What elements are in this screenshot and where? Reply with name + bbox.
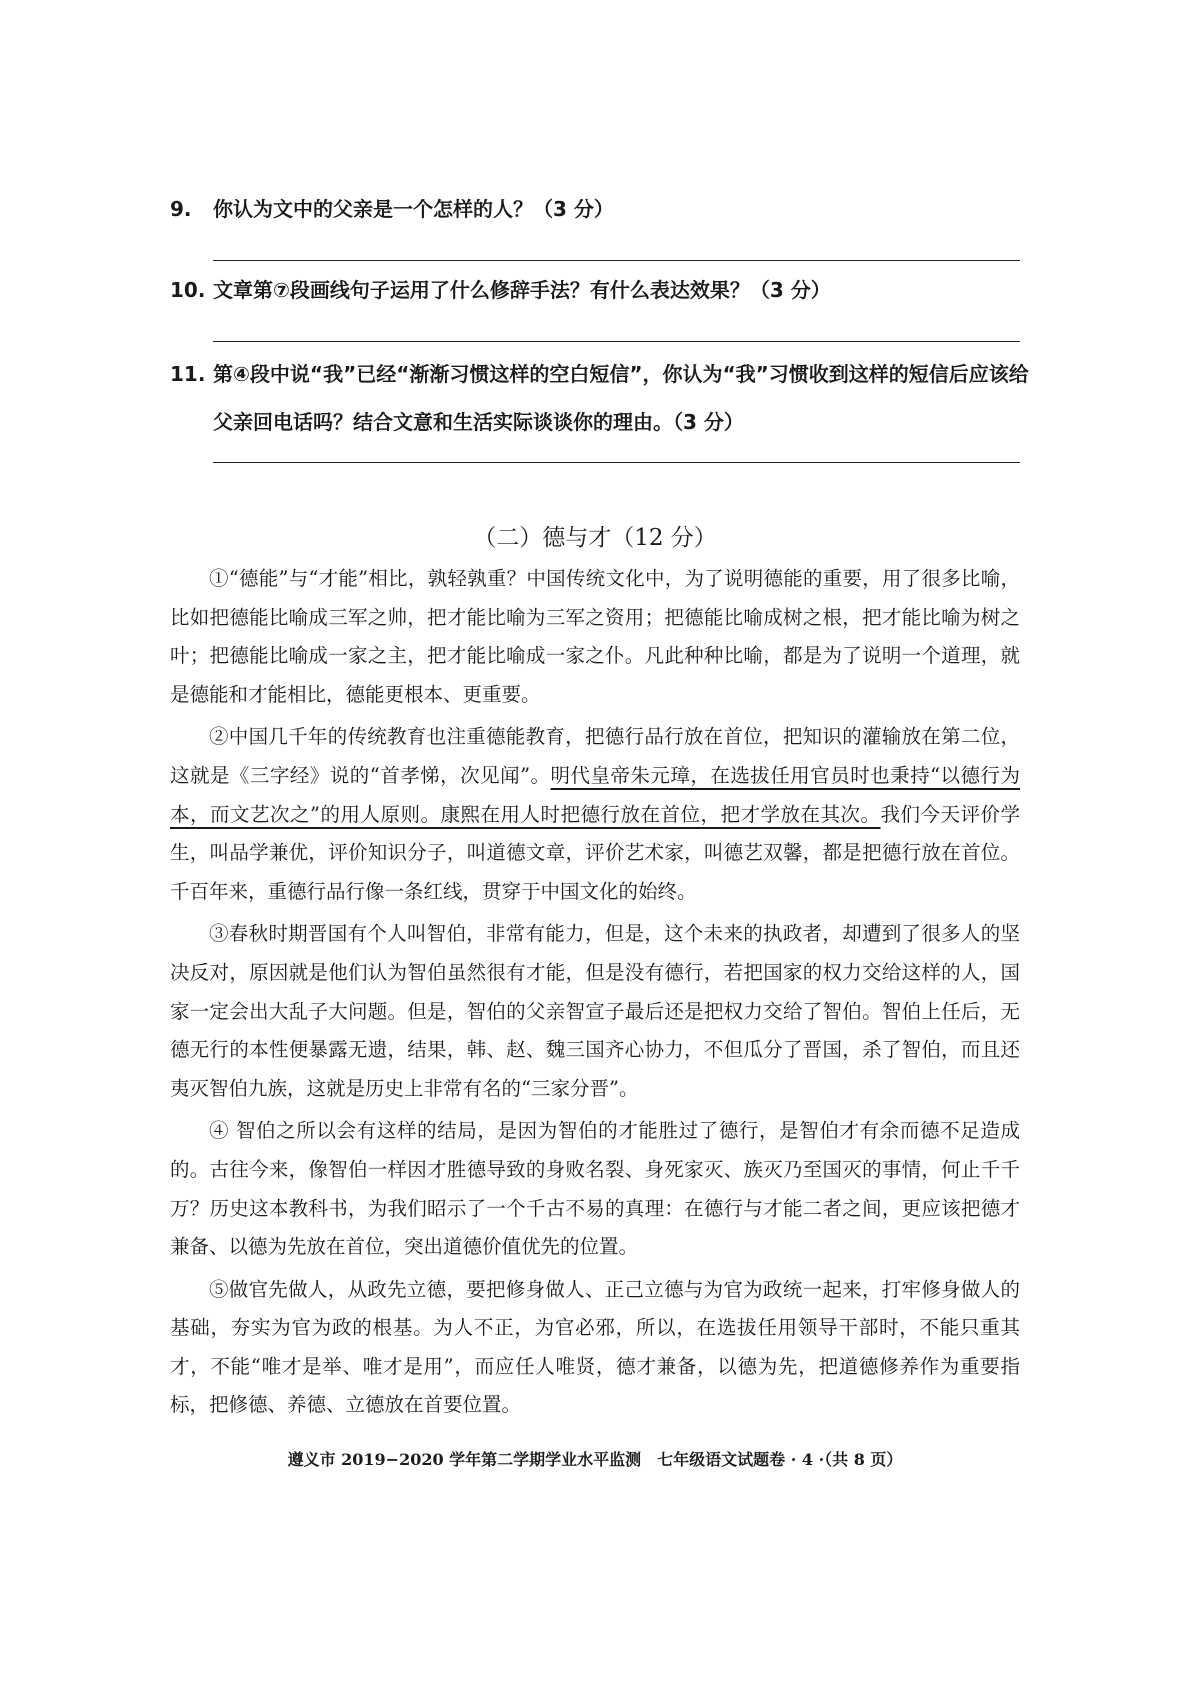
reading-passage	[170, 560, 1020, 1425]
paragraph-2	[170, 718, 1020, 911]
paragraph-2-tail: 我们今天评价学生，叫品学兼优，评价知识分子，叫道德文章，评价艺术家，叫德艺双馨，都是把德行放在首位。千百年来，重德行品行像一条红线，贯穿于中国文化的始终。	[170, 802, 1020, 903]
question-11	[170, 350, 1030, 446]
answer-line-10[interactable]	[213, 341, 1020, 342]
question-number: 10.	[170, 278, 206, 302]
section-title: （二）德与才（12 分）	[473, 525, 717, 551]
answer-line-11[interactable]	[213, 462, 1020, 463]
question-number: 11.	[170, 362, 206, 386]
question-text: 第④段中说“我”已经“渐渐习惯这样的空白短信”，你认为“我”习惯收到这样的短信后应该给父亲回电话吗？结合文意和生活实际谈谈你的理由。（3 分）	[213, 362, 1029, 434]
page-footer: 遵义市 2019−2020 学年第二学期学业水平监测 七年级语文试题卷 · 4 ·（共 8 页）	[287, 1450, 903, 1469]
question-10	[170, 266, 1030, 314]
paragraph-4: ④ 智伯之所以会有这样的结局，是因为智伯的才能胜过了德行，是智伯才有余而德不足造成的。古往今来，像智伯一样因才胜德导致的身败名裂、身死家灭、族灭乃至国灭的事情，何止千千万？历史这本教科书，为我们昭示了一个千古不易的真理：在德行与才能二者之间，更应该把德才兼备、以德为先放在首位，突出道德价值优先的位置。	[170, 1119, 1020, 1259]
question-text: 文章第⑦段画线句子运用了什么修辞手法？有什么表达效果？（3 分）	[213, 278, 831, 302]
paragraph-5: ⑤做官先做人，从政先立德，要把修身做人、正己立德与为官为政统一起来，打牢修身做人的基础，夯实为官为政的根基。为人不正，为官必邪，所以，在选拔任用领导干部时，不能只重其才，不能“唯才是举、唯才是用”，而应任人唯贤，德才兼备，以德为先，把道德修养作为重要指标，把修德、养德、立德放在首要位置。	[170, 1277, 1020, 1417]
question-text: 你认为文中的父亲是一个怎样的人？（3 分）	[213, 197, 614, 221]
paragraph-1: ①“德能”与“才能”相比，孰轻孰重？中国传统文化中，为了说明德能的重要，用了很多比喻，比如把德能比喻成三军之帅，把才能比喻为三军之资用；把德能比喻成树之根，把才能比喻为树之叶；把德能比喻成一家之主，把才能比喻成一家之仆。凡此种种比喻，都是为了说明一个道理，就是德能和才能相比，德能更根本、更重要。	[170, 567, 1020, 706]
answer-line-9[interactable]	[213, 260, 1020, 261]
paragraph-3: ③春秋时期晋国有个人叫智伯，非常有能力，但是，这个未来的执政者，却遭到了很多人的坚决反对，原因就是他们认为智伯虽然很有才能，但是没有德行，若把国家的权力交给这样的人，国家一定会出大乱子大问题。但是，智伯的父亲智宣子最后还是把权力交给了智伯。智伯上任后，无德无行的本性便暴露无遗，结果，韩、赵、魏三国齐心协力，不但瓜分了晋国，杀了智伯，而且还夷灭智伯九族，这就是历史上非常有名的“三家分晋”。	[170, 922, 1020, 1100]
underlined-sentence: 明代皇帝朱元璋，在选拔任用官员时也秉持“以德行为本，而文艺次之”的用人原则。康熙在用人时把德行放在首位，把才学放在其次。	[170, 763, 1020, 826]
paragraph-2-lead: ②中国几千年的传统教育也注重德能教育，把德行品行放在首位，把知识的灌输放在第二位，这就是《三字经》说的“首孝悌，次见闻”。	[170, 725, 1020, 787]
question-number: 9.	[170, 197, 192, 221]
question-9	[170, 185, 1030, 233]
